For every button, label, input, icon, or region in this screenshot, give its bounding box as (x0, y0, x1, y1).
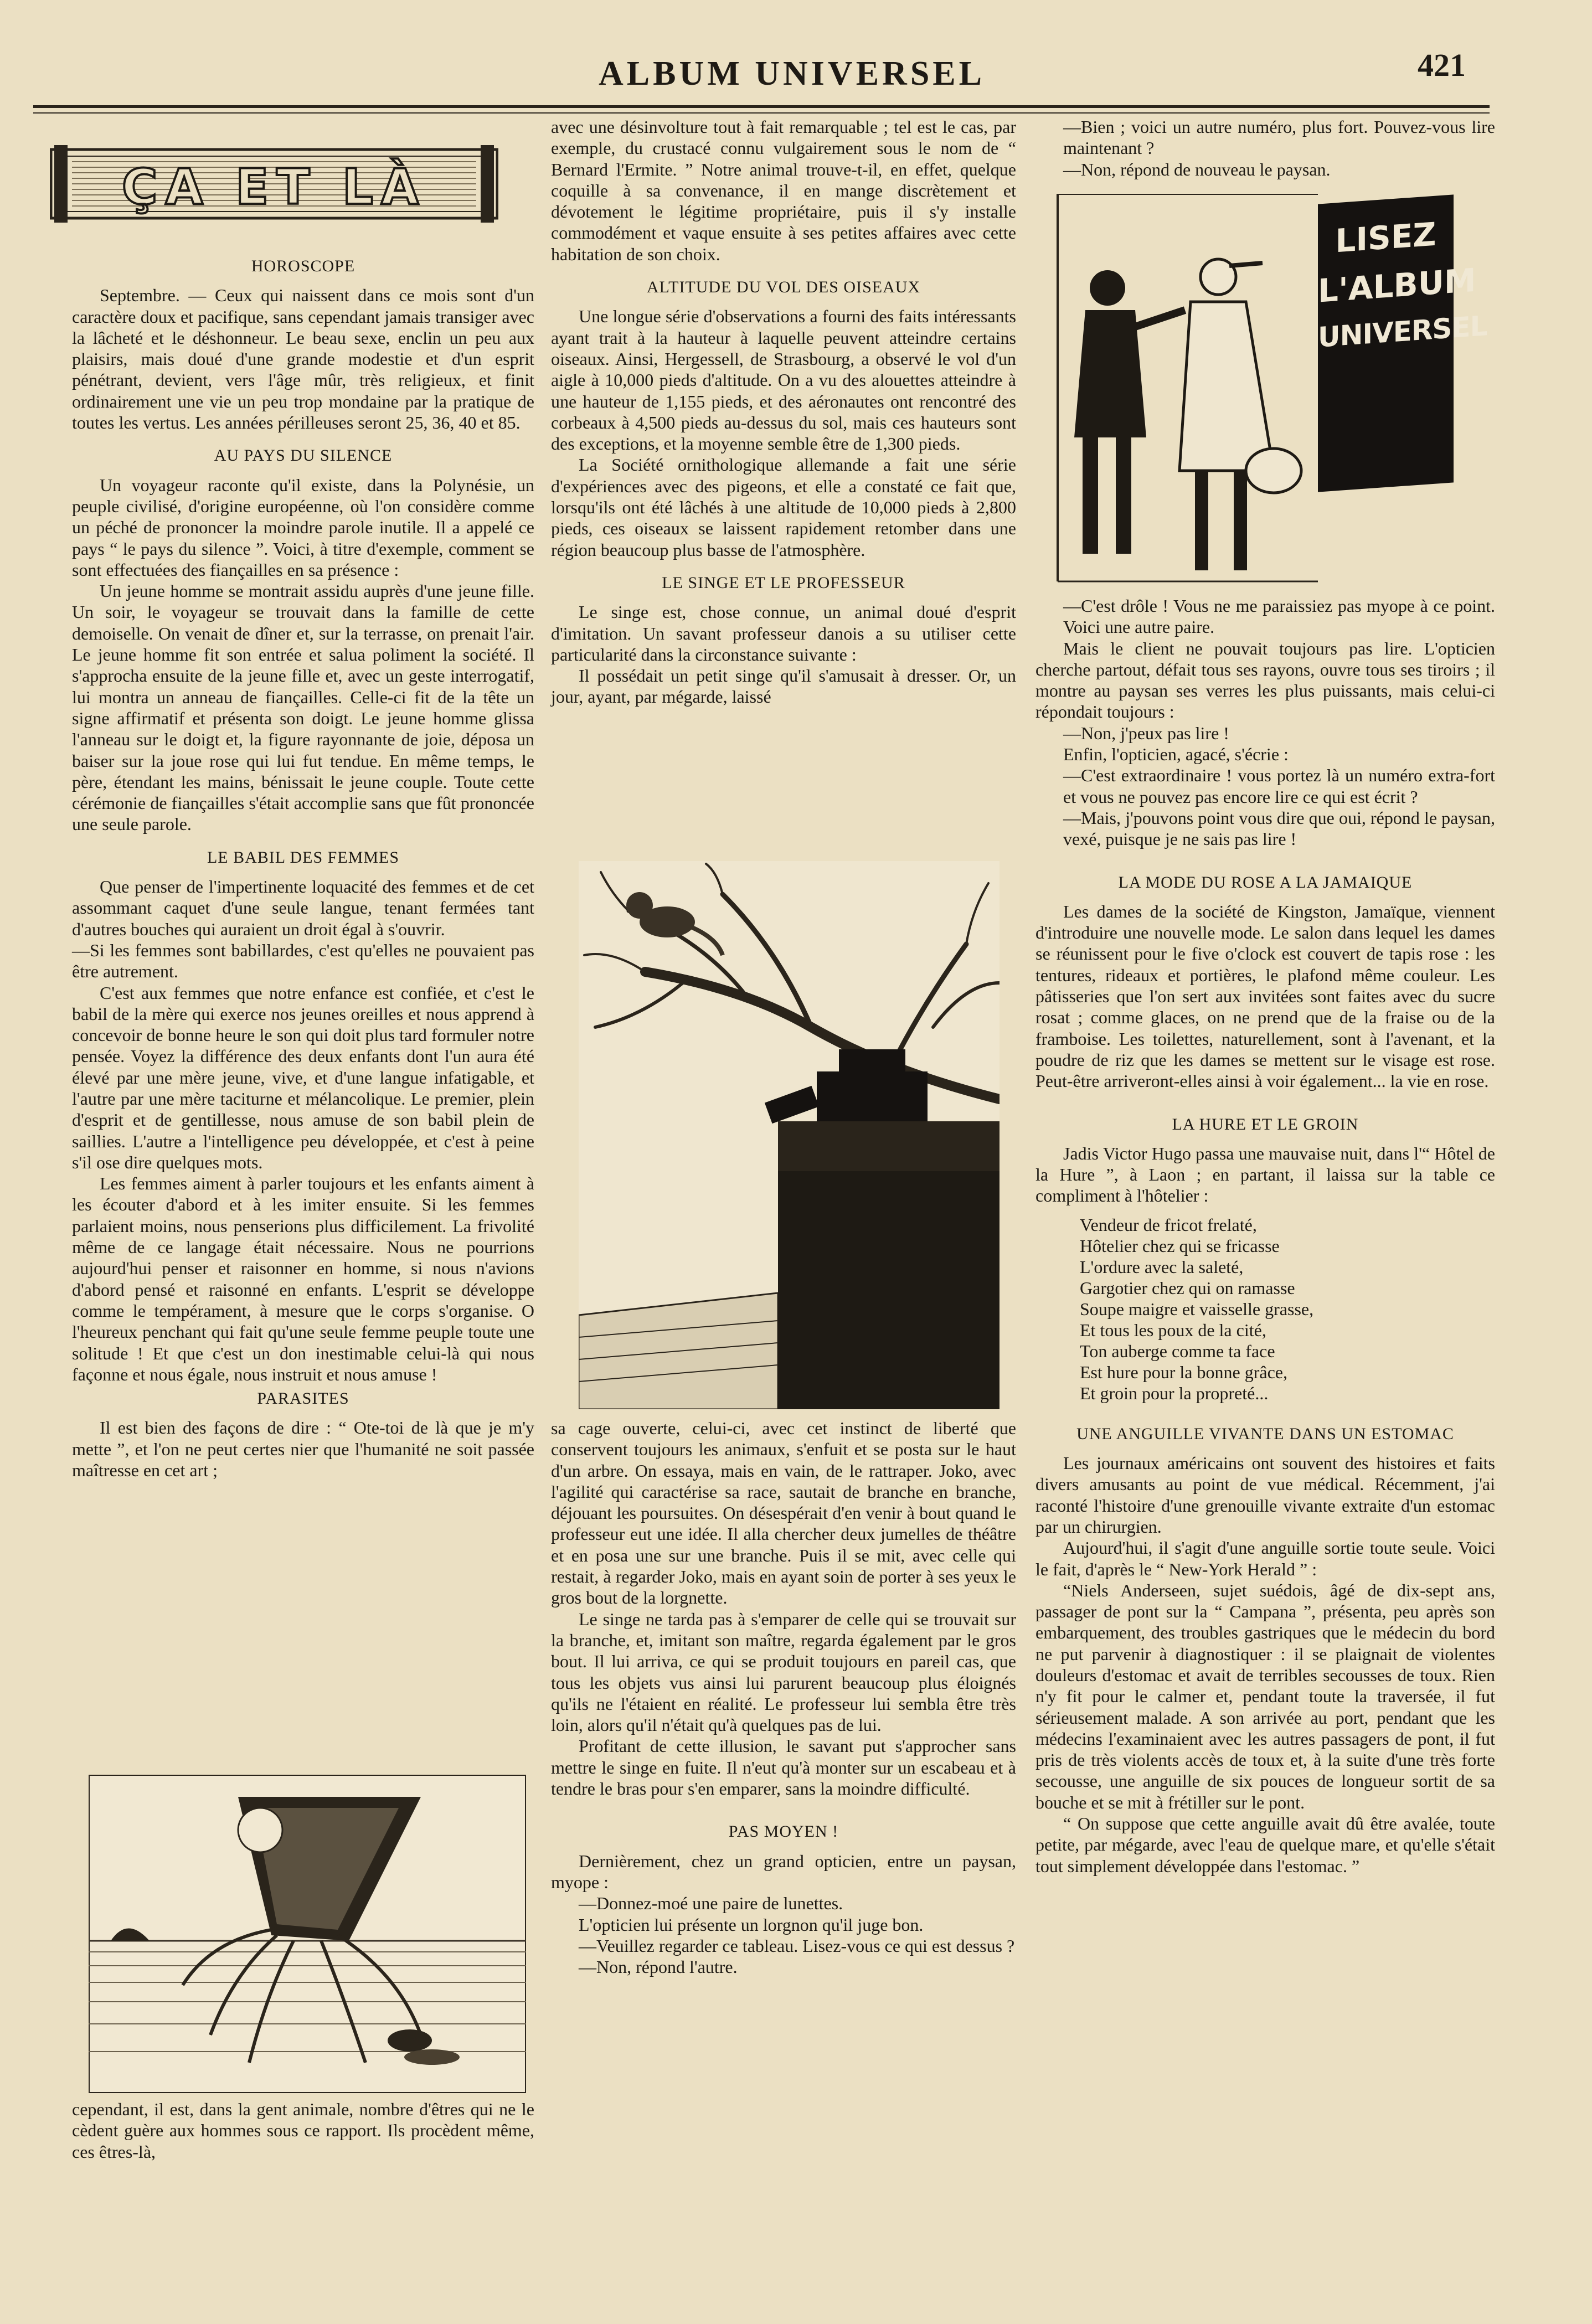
section-title: ÇA ET LÀ (121, 158, 427, 215)
singe-text-3: sa cage ouverte, celui-ci, avec cet instinct de liberté que conservent toujours les animaux, s'enfuit et se posta sur le haut d'un arbre. On essaya, mais en vain, de le rattraper. Joko, avec l'agilité qui caractérise sa race, sautait de branche en branche, déjouant les poursuites. On désespérait d'en venir à bout quand le professeur eut une idée. Il alla chercher deux jumelles de théâtre et en posa une sur une branche. Puis il se mit, avec celle qui restait, à regarder Joko, mais en ayant soin de porter à ses yeux le gros bout de la lorgnette. (551, 1418, 1016, 1608)
poem-line: Est hure pour la bonne grâce, (1080, 1362, 1287, 1382)
optician-dialog-4: —Non, j'peux pas lire ! (1063, 723, 1229, 743)
heading-singe: LE SINGE ET LE PROFESSEUR (662, 573, 905, 592)
pas-moyen-dialog-1: —Donnez-moé une paire de lunettes. (579, 1893, 843, 1914)
heading-silence: AU PAYS DU SILENCE (214, 446, 393, 465)
heading-babil: LE BABIL DES FEMMES (207, 848, 400, 867)
optician-text-1: Mais le client ne pouvait toujours pas lire. L'opticien cherche partout, défait tous ses rayons, ouvre tous ses tiroirs ; il montre au paysan ses verres les plus puissants, mais celui-ci répondait toujours : (1035, 638, 1495, 722)
anguille-text-1: Les journaux américains ont souvent des histoires et faits divers amusants au point de vue médical. Récemment, j'ai raconté l'histoire d'une grenouille vivante extraite d'un estomac par un chirurgien. (1035, 1453, 1495, 1537)
hure-text: Jadis Victor Hugo passa une mauvaise nuit, dans l'“ Hôtel de la Hure ”, à Laon ; en partant, il laissa sur la table ce compliment à l'hôtelier : (1035, 1143, 1495, 1206)
optician-dialog-2: —Non, répond de nouveau le paysan. (1063, 159, 1331, 179)
heading-horoscope: HOROSCOPE (251, 257, 356, 275)
hure-poem (1035, 1214, 1495, 1404)
ad-line-1: LISEZ (1335, 215, 1436, 260)
ad-line-2: L'ALBUM (1318, 261, 1476, 310)
optician-dialog-3: —C'est drôle ! Vous ne me paraissiez pas myope à ce point. Voici une autre paire. (1063, 596, 1495, 637)
rose-text: Les dames de la société de Kingston, Jamaïque, viennent d'introduire une nouvelle mode. Le salon dans lequel les dames se réunissent pour le five o'clock est couvert de tapis rose : les tentures, rideaux et portières, le plafond même couleur. Les pâtisseries que l'on sert aux invitées sont faites avec du sucre rosat ; comme glaces, on ne prend que de la fraise ou de la framboise. Les toilettes, naturellement, sont à l'avenant, et la poudre de riz que les dames se mettent sur le visage est rose. Peut-être arriveront-elles ainsi à voir également... la vie en rose. (1035, 901, 1495, 1091)
hermit-crab-illustration (89, 1775, 526, 2093)
heading-pas-moyen: PAS MOYEN ! (728, 1822, 839, 1841)
horoscope-text: Septembre. — Ceux qui naissent dans ce mois sont d'un caractère doux et pacifique, sans cependant jamais transiger avec la lâcheté et le déshonneur. Le beau sexe, enclin un peu aux plaisirs, mais doué d'une grande modestie et d'un esprit pénétrant, devient, vers l'âge mûr, très religieux, et finit ordinairement une vie un peu trop mondaine par la pratique de toutes les vertus. Les années périlleuses seront 25, 36, 40 et 85. (72, 285, 534, 433)
column-1-bottom (72, 2099, 534, 2162)
optician-dialog-5: —C'est extraordinaire ! vous portez là un numéro extra-fort et vous ne pouvez pas encore lire ce qui est écrit ? (1063, 765, 1495, 807)
poem-line: Gargotier chez qui on ramasse (1080, 1277, 1295, 1298)
singe-text-2: Il possédait un petit singe qu'il s'amusait à dresser. Or, un jour, ayant, par mégarde, laissé (551, 666, 1016, 707)
column-2-bottom (551, 1418, 1016, 1977)
header-rule-thin (33, 112, 1490, 114)
heading-hure: LA HURE ET LE GROIN (1172, 1115, 1359, 1133)
page-number: 421 (1418, 47, 1466, 83)
singe-text-5: Profitant de cette illusion, le savant put s'approcher sans mettre le singe en fuite. Il n'eut qu'à monter sur un escabeau et à tendre le bras pour s'en emparer, sans la moindre difficulté. (551, 1736, 1016, 1799)
column-3 (1035, 116, 1495, 180)
pas-moyen-text-1: Dernièrement, chez un grand opticien, entre un paysan, myope : (551, 1851, 1016, 1892)
optician-dialog-6: —Mais, j'pouvons point vous dire que oui, répond le paysan, vexé, puisque je ne sais pas lire ! (1063, 807, 1495, 849)
parasites-text-2: cependant, il est, dans la gent animale, nombre d'êtres qui ne le cèdent guère aux hommes sous ce rapport. Ils procèdent même, ces êtres-là, (72, 2099, 534, 2162)
poem-line: L'ordure avec la saleté, (1080, 1256, 1244, 1277)
babil-text-3: C'est aux femmes que notre enfance est confiée, et c'est le babil de la mère qui exerce nos jeunes oreilles et nous apprend à concevoir de bonne heure le son qui doit plus tard formuler notre pensée. Voyez la différence des deux enfants dont l'un aura été élevé par une mère jeune, vive, et d'une langue infatigable, et l'autre par une mère taciturne et mélancolique. Le premier, plein d'esprit et de gentillesse, nous amuse de son babil plein de saillies. L'autre a l'intelligence peu développée, et c'est à peine s'il ose dire quelques mots. (72, 982, 534, 1172)
optician-text-2: Enfin, l'opticien, agacé, s'écrie : (1063, 744, 1289, 765)
singe-text-1: Le singe est, chose connue, un animal doué d'esprit d'imitation. Un savant professeur danois a su utiliser cette particularité dans la circonstance suivante : (551, 602, 1016, 664)
column-1 (72, 244, 534, 1481)
parasites-text-3: avec une désinvolture tout à fait remarquable ; tel est le cas, par exemple, du crustacé connu vulgairement sous le nom de “ Bernard l'Ermite. ” Notre animal trouve-t-il, en effet, quelque coquille à sa convenance, il en mange discrètement et dévotement le légitime propriétaire, puis il s'y installe commodément et vaque ensuite à ses petites affaires avec cette habitation de son choix. (551, 117, 1016, 264)
section-banner (50, 145, 498, 223)
column-3-bottom (1035, 595, 1495, 1877)
header-rule (33, 105, 1490, 108)
heading-rose: LA MODE DU ROSE A LA JAMAIQUE (1118, 873, 1413, 892)
babil-text-1: Que penser de l'impertinente loquacité des femmes et de cet assommant caquet d'une seule langue, tenant fermées tant d'autres bouches qui auraient un droit égal à s'ouvrir. (72, 877, 534, 939)
babil-text-2: —Si les femmes sont babillardes, c'est qu'elles ne pouvaient pas être autrement. (72, 940, 534, 982)
heading-parasites: PARASITES (257, 1389, 349, 1408)
column-2 (551, 116, 1016, 708)
pas-moyen-text-2: L'opticien lui présente un lorgnon qu'il juge bon. (579, 1914, 924, 1935)
pas-moyen-dialog-2: —Veuillez regarder ce tableau. Lisez-vous ce qui est dessus ? (579, 1935, 1015, 1956)
poem-line: Hôtelier chez qui se fricasse (1080, 1235, 1280, 1256)
pas-moyen-dialog-3: —Non, répond l'autre. (579, 1957, 738, 1977)
poem-line: Et groin pour la propreté... (1080, 1383, 1269, 1403)
monkey-professor-illustration (579, 861, 999, 1409)
ad-poster (1318, 194, 1487, 492)
altitude-text-1: Une longue série d'observations a fourni des faits intéressants ayant trait à la hauteur à laquelle peuvent atteindre certains oiseaux. Ainsi, Hergessell, de Strasbourg, a observé le vol d'un aigle à 10,000 pieds d'altitude. On a vu des alouettes atteindre à une hauteur de 1,155 pieds, et des aéronautes ont rencontré des corbeaux à 4,500 pieds au-dessus du sol, mais ces hauteurs sont des exceptions, et la moyenne semble être de 1,300 pieds. (551, 306, 1016, 454)
optician-illustration (1052, 194, 1490, 590)
optician-dialog-1: —Bien ; voici un autre numéro, plus fort. Pouvez-vous lire maintenant ? (1063, 117, 1495, 158)
anguille-text-2: Aujourd'hui, il s'agit d'une anguille sortie toute seule. Voici le fait, d'après le “ New-York Herald ” : (1035, 1538, 1495, 1579)
poem-line: Ton auberge comme ta face (1080, 1341, 1275, 1361)
singe-text-4: Le singe ne tarda pas à s'emparer de celle qui se trouvait sur la branche, et, imitant son maître, regarda également par le gros bout. Il lui arriva, ce qui se produit toujours en pareil cas, que tous les objets vus ainsi lui parurent beaucoup plus éloignés qu'ils ne l'étaient en réalité. Le professeur lui sembla être très loin, alors qu'il n'était qu'à quelques pas de lui. (551, 1609, 1016, 1735)
heading-anguille: UNE ANGUILLE VIVANTE DANS UN ESTOMAC (1076, 1424, 1454, 1443)
altitude-text-2: La Société ornithologique allemande a fait une série d'expériences avec des pigeons, et elle a constaté ce fait que, lorsqu'ils ont été lâchés à une altitude de 10,000 pieds à 2,800 pieds, ces oiseaux se laissent rapidement retomber dans une région beaucoup plus basse de l'atmosphère. (551, 455, 1016, 560)
anguille-text-4: “ On suppose que cette anguille avait dû être avalée, toute petite, par mégarde, avec l'eau de quelque mare, et qu'elle s'était tout simplement développée dans l'estomac. ” (1035, 1813, 1495, 1876)
poem-line: Et tous les poux de la cité, (1080, 1320, 1266, 1340)
silence-text-2: Un jeune homme se montrait assidu auprès d'une jeune fille. Un soir, le voyageur se trouvait dans la famille de cette demoiselle. On venait de dîner et, sur la terrasse, on prenait l'air. Le jeune homme fit son entrée et salua poliment la société. Il s'approcha ensuite de la jeune fille et, avec un geste interrogatif, lui montra un anneau de fiançailles. Celle-ci fit de la tête un signe affirmatif et présenta son doigt. Le jeune homme glissa l'anneau sur le doigt et, la figure rayonnante de joie, déposa un baiser sur la joue rose qui lui fut tendue. En même temps, le père, étendant les mains, bénissait le jeune couple. Toute cette cérémonie de fiançailles s'était accomplie sans que fût prononcée une seule parole. (72, 581, 534, 834)
babil-text-4: Les femmes aiment à parler toujours et les enfants aiment à les écouter d'abord et à les imiter ensuite. Si les femmes parlaient moins, nous penserions plus difficilement. La frivolité même de ce langage était nécessaire. Nous ne pourrions aujourd'hui penser et raisonner en homme, si nous n'avions d'abord pensé et raisonné en enfants. L'esprit se développe comme le tempérament, à mesure que le corps s'organise. O l'heureux penchant qui fait qu'une seule femme peuple toute une solitude ! Et que c'est un don inestimable celui-là qui nous façonne et nous égale, nous instruit et nous amuse ! (72, 1173, 534, 1384)
parasites-text-1: Il est bien des façons de dire : “ Ote-toi de là que je m'y mette ”, et l'on ne peut certes nier que l'humanité ne soit passée maîtresse en cet art ; (72, 1418, 534, 1481)
poem-line: Soupe maigre et vaisselle grasse, (1080, 1298, 1314, 1319)
poem-line: Vendeur de fricot frelaté, (1080, 1214, 1257, 1235)
silence-text-1: Un voyageur raconte qu'il existe, dans la Polynésie, un peuple civilisé, d'origine européenne, où l'on considère comme un péché de prononcer la moindre parole inutile. Il a appelé ce pays “ le pays du silence ”. Voici, à titre d'exemple, comment se sont effectuées des fiançailles en sa présence : (72, 475, 534, 580)
ad-line-3: UNIVERSEL (1318, 310, 1487, 354)
heading-altitude: ALTITUDE DU VOL DES OISEAUX (646, 278, 921, 297)
anguille-text-3: “Niels Anderseen, sujet suédois, âgé de dix-sept ans, passager de pont sur la “ Campana ”, présenta, peu après son embarquement, des troubles gastriques que le médecin du bord ne put parvenir à diagnostiquer : il se plaignait de violentes douleurs d'estomac et avait de terribles secousses de toux. Rien n'y fit pour le calmer et, pendant toute la traversée, il fut sérieusement malade. A son arrivée au port, pendant que les médecins l'examinaient avec les autres passagers de pont, il fut pris de très violents accès de toux et, à la suite d'une très forte secousse, une anguille de six pouces de longueur sortit de sa bouche et se mit à frétiller sur le pont. (1035, 1580, 1495, 1812)
masthead-title: ALBUM UNIVERSEL (598, 55, 986, 92)
